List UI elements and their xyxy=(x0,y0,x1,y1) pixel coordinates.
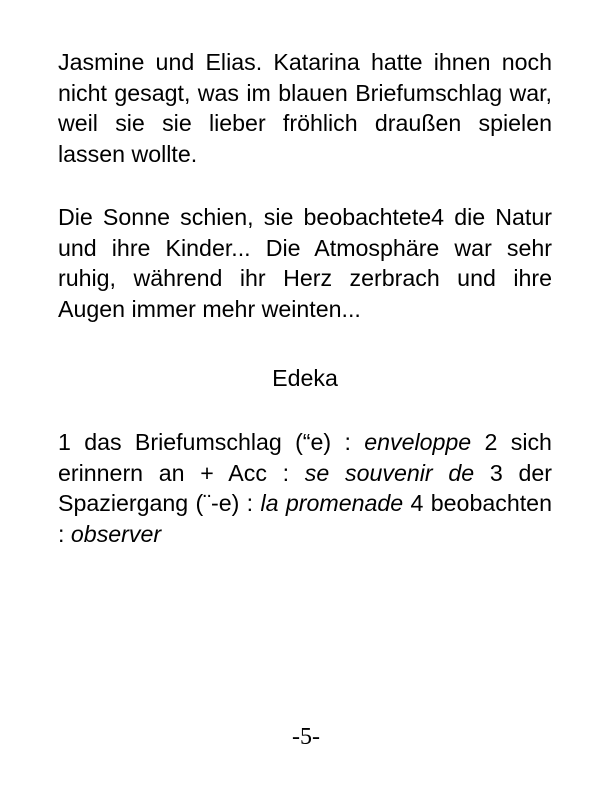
gloss-translation: enveloppe xyxy=(364,429,472,455)
gloss-term: der Spaziergang (¨-e) : xyxy=(58,459,552,517)
gloss-translation: se souvenir de xyxy=(304,459,475,486)
gloss-number: 2 xyxy=(484,429,498,455)
story-paragraph-2: Die Sonne schien, sie beobachtete4 die Natur und ihre Kinder... Die Atmosphäre war sehr ruhig, während ihr Herz zerbrach und ihre Augen immer mehr weinten... xyxy=(58,204,552,323)
section-heading: Edeka xyxy=(272,365,338,391)
gloss-number: 1 xyxy=(58,429,71,455)
gloss-translation: la promenade xyxy=(260,490,404,517)
page-number: -5- xyxy=(292,724,320,750)
gloss-entry-1 xyxy=(58,429,471,455)
gloss-number: 3 xyxy=(489,459,503,486)
gloss-translation: observer xyxy=(70,521,162,548)
gloss-term: beobachten : xyxy=(58,490,552,548)
gloss-term: sich erinnern an + Acc : xyxy=(58,429,552,486)
gloss-number: 4 xyxy=(410,490,424,517)
story-paragraph-1: Jasmine und Elias. Katarina hatte ihnen noch nicht gesagt, was im blauen Briefumschlag war, weil sie sie lieber fröhlich draußen spielen lassen wollte. xyxy=(58,49,552,168)
gloss-term: das Briefumschlag (“e) : xyxy=(84,429,351,455)
vocabulary-footnotes xyxy=(58,427,552,550)
